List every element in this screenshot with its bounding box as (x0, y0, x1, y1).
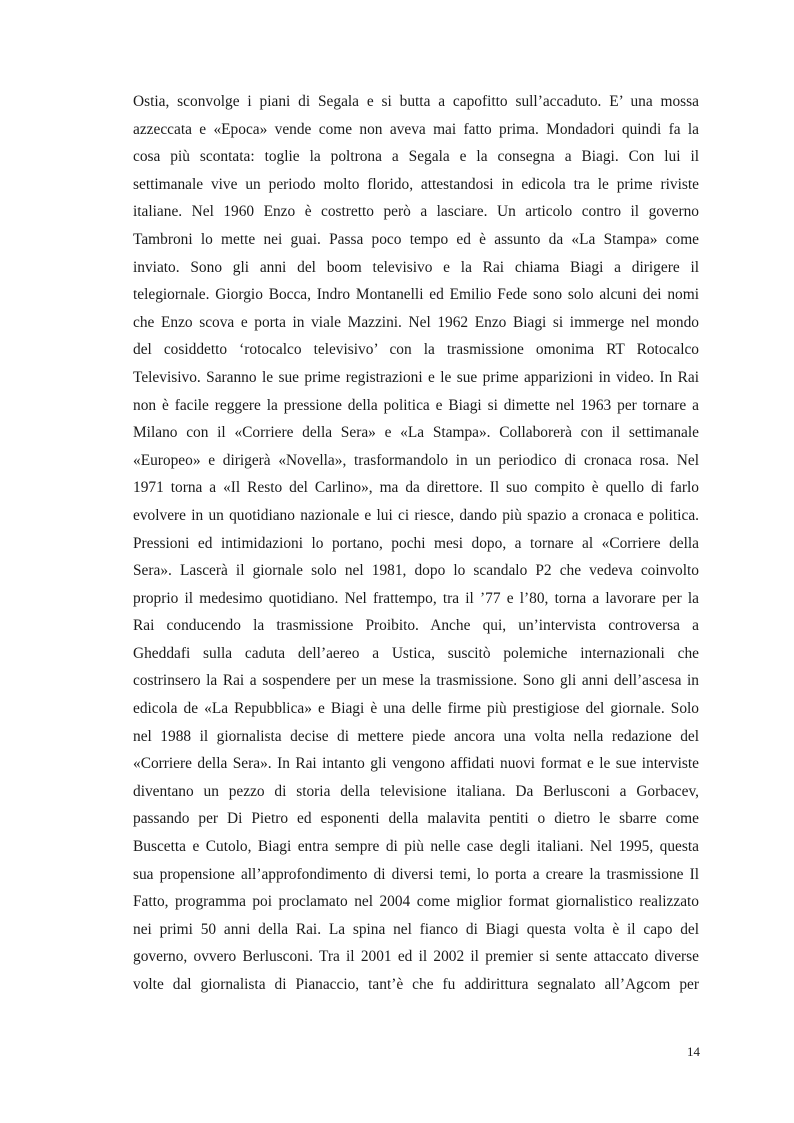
text-line: Rai conducendo la trasmissione Proibito. Anche qui, un’intervista controversa a (133, 617, 699, 635)
text-line: proprio il medesimo quotidiano. Nel frattempo, tra il ’77 e l’80, torna a lavorare per la (133, 589, 699, 607)
text-line: Ostia, sconvolge i piani di Segala e si butta a capofitto sull’accaduto. E’ una mossa (133, 93, 699, 110)
text-line: del cosiddetto ‘rotocalco televisivo’ con la trasmissione omonima RT Rotocalco (133, 341, 699, 359)
text-line: Sera». Lascerà il giornale solo nel 1981, dopo lo scandalo P2 che vedeva coinvolto (133, 562, 699, 580)
body-paragraph (133, 88, 699, 999)
text-line: settimanale vive un periodo molto florido, attestandosi in edicola tra le prime riviste (133, 175, 699, 193)
text-line: italiane. Nel 1960 Enzo è costretto però a lasciare. Un articolo contro il governo (133, 203, 699, 221)
text-line: sua propensione all’approfondimento di diversi temi, lo porta a creare la trasmissione Il (133, 865, 699, 883)
text-line: cosa più scontata: toglie la poltrona a Segala e la consegna a Biagi. Con lui il (133, 148, 699, 166)
text-line: costrinsero la Rai a sospendere per un mese la trasmissione. Sono gli anni dell’ascesa in (133, 672, 699, 690)
text-line: Milano con il «Corriere della Sera» e «La Stampa». Collaborerà con il settimanale (133, 424, 699, 442)
page-number: 14 (687, 1044, 700, 1059)
text-line: Tambroni lo mette nei guai. Passa poco tempo ed è assunto da «La Stampa» come (133, 230, 699, 248)
text-line: non è facile reggere la pressione della politica e Biagi si dimette nel 1963 per tornare a (133, 396, 699, 414)
text-line: edicola de «La Repubblica» e Biagi è una delle firme più prestigiose del giornale. Solo (133, 700, 699, 718)
text-line: diventano un pezzo di storia della televisione italiana. Da Berlusconi a Gorbacev, (133, 782, 699, 800)
text-line: evolvere in un quotidiano nazionale e lui ci riesce, dando più spazio a cronaca e politica. (133, 506, 699, 524)
text-line: telegiornale. Giorgio Bocca, Indro Montanelli ed Emilio Fede sono solo alcuni dei nomi (133, 286, 699, 304)
text-line: inviato. Sono gli anni del boom televisivo e la Rai chiama Biagi a dirigere il (133, 258, 699, 276)
text-line: Buscetta e Cutolo, Biagi entra sempre di più nelle case degli italiani. Nel 1995, questa (133, 838, 699, 856)
text-line: governo, ovvero Berlusconi. Tra il 2001 ed il 2002 il premier si sente attaccato diverse (133, 948, 699, 966)
text-line: nel 1988 il giornalista decise di mettere piede ancora una volta nella redazione del (133, 727, 699, 745)
text-line: nei primi 50 anni della Rai. La spina nel fianco di Biagi questa volta è il capo del (133, 920, 699, 938)
text-line: «Europeo» e dirigerà «Novella», trasformandolo in un periodico di cronaca rosa. Nel (133, 451, 699, 469)
text-line: Televisivo. Saranno le sue prime registrazioni e le sue prime apparizioni in video. In Rai (133, 368, 699, 386)
text-line: Pressioni ed intimidazioni lo portano, pochi mesi dopo, a tornare al «Corriere della (133, 534, 699, 552)
text-line: che Enzo scova e porta in viale Mazzini. Nel 1962 Enzo Biagi si immerge nel mondo (133, 313, 699, 331)
text-line: azzeccata e «Epoca» vende come non aveva mai fatto prima. Mondadori quindi fa la (133, 120, 699, 138)
text-line: Fatto, programma poi proclamato nel 2004 come miglior format giornalistico realizzato (133, 893, 699, 911)
text-line: passando per Di Pietro ed esponenti della malavita pentiti o dietro le sbarre come (133, 810, 699, 828)
text-line: 1971 torna a «Il Resto del Carlino», ma da direttore. Il suo compito è quello di farlo (133, 479, 699, 497)
text-line: Gheddafi sulla caduta dell’aereo a Ustica, suscitò polemiche internazionali che (133, 644, 699, 662)
text-line: «Corriere della Sera». In Rai intanto gli vengono affidati nuovi format e le sue interviste (133, 755, 699, 773)
text-line: volte dal giornalista di Pianaccio, tant’è che fu addirittura segnalato all’Agcom per (133, 976, 699, 993)
